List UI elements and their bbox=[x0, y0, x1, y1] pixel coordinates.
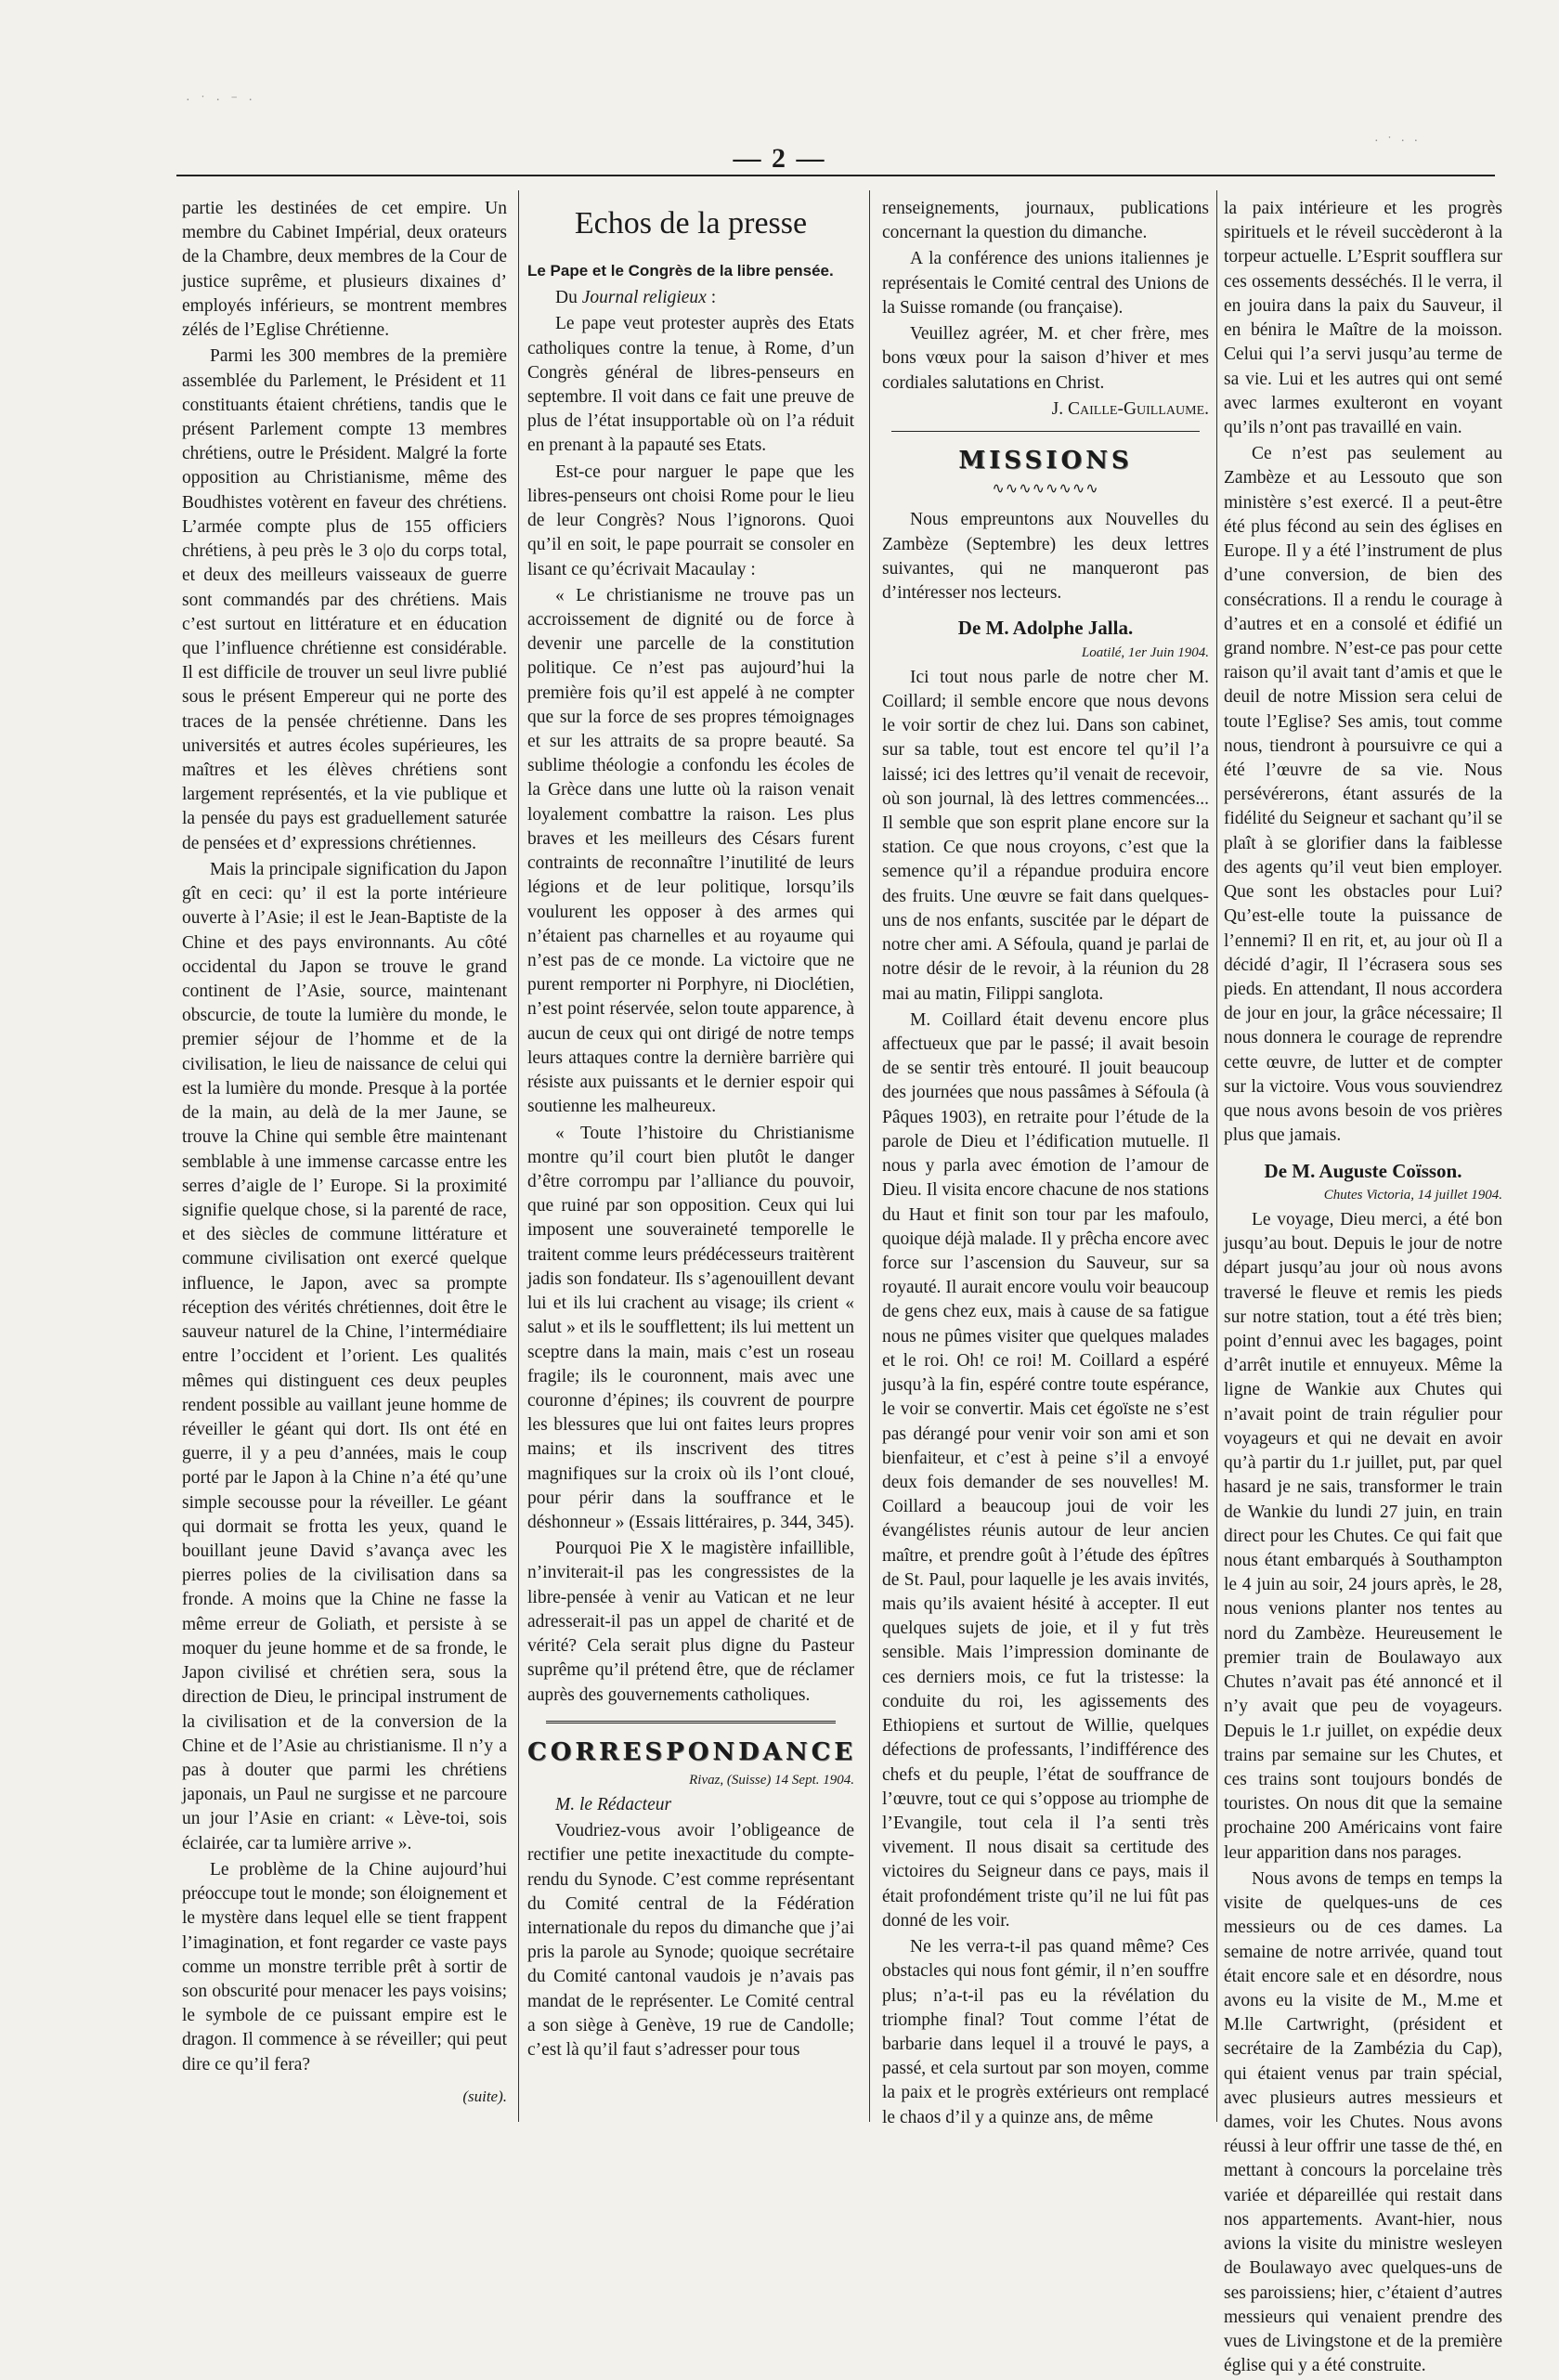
letter-paragraph: Nous avons de temps en temps la visite de quelques-uns de ces messieurs ou de ces dames. La semaine de notre arrivée, quand tout était encore sale et en désordre, nous avons eu la visite de M., M.me et M.lle Cartwright, (président et secrétaire de la Zambézia du Cap), qui étaient venus par train spécial, avec plusieurs autres messieurs et dames, voir les Chutes. Nous avons réussi à leur offrir une tasse de thé, en mettant à concours la porcelaine très variée et dépareillée qui restait dans nos appartements. Avant-hier, nous avions la visite du ministre wesleyen de Boulawayo avec quelques-uns de ses paroissiens; hier, c’étaient d’autres messieurs qui venaient prendre des vues de Livingstone et de la première église qui y a été construite. bbox=[1224, 1868, 1502, 2376]
print-marks: · ˙ · ⁻ · bbox=[186, 94, 257, 108]
letter-paragraph: Ce n’est pas seulement au Zambèze et au Lessouto que son ministère s’est exercé. Il a peut-être été plus fécond au sein des églises en Europe. Il y a été l’instrument de plus d’une conversion, de bien des consécrations. Il a rendu le courage à d’autres et en a consolé et édifié un grand nombre. N’est-ce pas pour cette raison qu’il avait tant d’amis et que le deuil de notre Mission sera celui de toute l’Eglise? Ses amis, tout comme nous, tiendront à poursuivre ce qui a été l’œuvre de sa vie. Nous persévérerons, étant assurés de la fidélité du Seigneur et sachant qu’il se plaît à se glorifier dans la faiblesse des agents qu’il veut bien employer. Que sont les obstacles pour Lui? Qu’est-elle toute la puissance de l’ennemi? Il en rit, et, au jour où Il a décidé d’agir, Il l’écrasera sous ses pieds. En attendant, Il nous accordera de jour en jour, la grâce nécessaire; Il nous donnera le courage de reprendre cette œuvre, de lutter et de compter sur la victoire. Vous vous souviendrez que nous avons besoin de vos prières plus que jamais. bbox=[1224, 444, 1502, 1146]
section-rule bbox=[891, 431, 1200, 432]
letter-paragraph: Veuillez agréer, M. et cher frère, mes bons vœux pour la saison d’hiver et mes cordiales salutations en Christ. bbox=[882, 324, 1209, 393]
letter-heading: De M. Auguste Coïsson. bbox=[1264, 1159, 1462, 1182]
section-rule bbox=[546, 1721, 836, 1723]
article-source bbox=[527, 286, 854, 310]
quote-paragraph: « Toute l’histoire du Christianisme montre qu’il court bien plutôt le danger d’être corrompu par l’alliance du pouvoir, que ruiné par son opposition. Ceux qui lui imposent une souveraineté temporelle le traitent comme leurs prédécesseurs traitèrent jadis son fondateur. Ils s’agenouillent devant lui et ils lui crachent au visage; ils crient « salut » et ils le soufflettent; ils lui mettent un sceptre dans la main, mais c’est un roseau fragile; ils le couronnent, mais avec une couronne d’épines; ils couvrent de pourpre les blessures que lui ont faites leurs propres mains; et ils inscrivent des titres magnifiques sur la croix où ils l’ont cloué, pour périr dans la souffrance et le déshonneur » (Essais littéraires, p. 344, 345). bbox=[527, 1123, 855, 1533]
source-end: : bbox=[706, 288, 717, 308]
article-paragraph: Le problème de la Chine aujourd’hui préoccupe tout le monde; son éloignement et le mystère dans lequel elle se tient frappent l’imagination, et font regarder ce vaste pays comme un monstre terrible prêt à sortir de son obscurité pour menacer les pays voisins; le symbole de ce puissant empire est le dragon. Il commence à se réveiller; qui peut dire ce qu’il fera? bbox=[182, 1859, 507, 2074]
column-divider bbox=[518, 190, 519, 2122]
letter-heading: De M. Adolphe Jalla. bbox=[957, 617, 1134, 640]
letter-paragraph: renseignements, journaux, publications concernant la question du dimanche. bbox=[882, 199, 1209, 243]
header-rule bbox=[176, 175, 1495, 176]
missions-title: MISSIONS bbox=[958, 446, 1133, 475]
article-paragraph: Est-ce pour narguer le pape que les libres-penseurs ont choisi Rome pour le lieu de leur Congrès? Nous l’ignorons. Quoi qu’il en soit, le pape pourrait se consoler en lisant ce qu’écrivait Macaulay : bbox=[527, 462, 854, 579]
article-paragraph: Le pape veut protester auprès des Etats catholiques contre la tenue, à Rome, d’un Congrès général de libres-penseurs en septembre. Il voit dans ce fait une preuve de plus de l’état insupportable où on l’a réduit en prenant à la papauté ses Etats. bbox=[527, 314, 854, 456]
letter-paragraph: Ici tout nous parle de notre cher M. Coillard; il semble encore que nous devons le voir sortir de chez lui. Dans son cabinet, sur sa table, tout est encore tel qu’il l’a laissé; ici des lettres qu’il venait de recevoir, où son journal, là des lettres commencées... Il semble que son esprit plane encore sur la station. Ce que nous croyons, c’est que la semence qu’il a répandue produira encore des fruits. Une œuvre se fait dans quelques-uns de nos enfants, suscitée par le départ de notre cher ami. A Séfoula, quand je parlai de notre désir de le revoir, à la réunion du 28 mai au matin, Filippi sanglota. bbox=[882, 667, 1209, 1004]
source-lead: Du bbox=[555, 288, 582, 308]
quote-paragraph: « Le christianisme ne trouve pas un accroissement de dignité ou de force à devenir une parcelle de la constitution politique. Ce n’est pas aujourd’hui la première fois qu’il est appelé à ne compter que sur la force de ses propres témoignages et sur les attraits de sa propre beauté. Sa sublime théologie a confondu les écoles de la Grèce dans une lutte où la raison venait loyalement combattre la raison. Les plus braves et les meilleurs des Césars furent contraints de reconnaître l’inutilité de leurs légions et de leur politique, lorsqu’ils voulurent les opposer à des armes qui n’étaient pas charnelles et au royaume qui n’est pas de ce monde. La victoire que ne purent remporter ni Porphyre, ni Dioclétien, n’est point réservée, selon toute apparence, à aucun de ceux qui ont dirigé de notre temps leurs attaques contre la dernière barrière qui résiste aux puissants et le dernier espoir qui soutienne les malheureux. bbox=[527, 585, 854, 1117]
letter-dateline: Rivaz, (Suisse) 14 Sept. 1904. bbox=[689, 1772, 854, 1788]
column-1 bbox=[182, 197, 507, 2108]
letter-paragraph: Ne les verra-t-il pas quand même? Ces obstacles qui nous font gémir, il n’en souffre plus; n’a-t-il pas eu la révélation du triomphe final? Tout comme l’état de barbarie dans lequel il a trouvé le pays, a passé, et cela surtout par son moyen, comme la paix et le progrès extérieurs ont remplacé le chaos d’il y a quinze ans, de même bbox=[882, 1937, 1209, 2127]
letter-paragraph: M. Coillard était devenu encore plus affectueux que par le passé; il avait besoin de se sentir très entouré. Il jouit beaucoup des journées que nous passâmes à Séfoula (à Pâques 1903), en retraite pour l’étude de la parole de Dieu et l’édification mutuelle. Il nous y parla avec émotion de l’amour de Dieu. Il visita encore chacune de nos stations du Haut et finit son tour par les mafoulo, quoique déjà malade. Il y prêcha encore avec force sur l’ascension du Sauveur, sur sa royauté. Il aurait encore voulu voir beaucoup de gens chez eux, mais à cause de sa fatigue nous ne pûmes visiter que quelques malades et le roi. Oh! ce roi! M. Coillard a espéré jusqu’à la fin, espéré contre toute espérance, le voir se convertir. Mais cet égoïste ne s’est pas dérangé pour venir voir son ami et son bienfaiteur, et c’est à peine s’il a envoyé deux fois demander de ses nouvelles! M. Coillard a beaucoup joui de voir les évangélistes réunis autour de leur ancien maître, et prendre goût à l’étude des épîtres de St. Paul, pour laquelle je les avais invités, mais qu’ils avaient hésité à accepter. Il eut quelques sujets de joie, et il y fut très sensible. Mais l’impression dominante de ces derniers mois, ce fut la tristesse: la conduite du roi, les agissements des Ethiopiens et surtout de Willie, quelques défections de professants, l’indifférence des chefs et du peuple, l’état de souffrance de l’œuvre, tout ce qui s’oppose au triomphe de l’Evangile, tout cela il l’a senti très vivement. Il nous disait sa certitude des victoires du Seigneur dans ce pays, mais il était profondément triste qu’il ne lui fût pas donné de les voir. bbox=[882, 1009, 1209, 1931]
letter-dateline: Chutes Victoria, 14 juillet 1904. bbox=[1323, 1187, 1502, 1203]
page-number: — 2 — bbox=[733, 143, 826, 174]
letter-paragraph: Le voyage, Dieu merci, a été bon jusqu’au bout. Depuis le jour de notre départ jusqu’au jour où nous avons traversé le fleuve et remis les pieds sur notre station, tout a été très bien; point d’ennui avec les bagages, point d’arrêt inutile et ennuyeux. Même la ligne de Wankie aux Chutes qui n’avait point de train régulier pour voyageurs et qui ne devait en avoir qu’à partir du 1.r juillet, put, par quel hasard je ne sais, transformer le train de Wankie du lundi 27 juin, en train direct pour les Chutes. Ce qui fait que nous étant embarqués à Southampton le 4 juin au soir, 24 jours après, le 28, nous venions planter nos tentes au nord du Zambèze. Heureusement le premier train de Boulawayo aux Chutes n’avait pas été annoncé et il n’y avait que peu de voyageurs. Depuis le 1.r juillet, on expédie deux trains par semaine sur les Chutes, et ces trains sont toujours bondés de touristes. On nous dit que la semaine prochaine 200 Américains vont faire leur apparition dans nos parages. bbox=[1224, 1209, 1502, 1863]
column-divider bbox=[869, 190, 870, 2122]
source-journal: Journal religieux bbox=[581, 288, 707, 308]
letter-paragraph: Voudriez-vous avoir l’obligeance de rectifier une petite inexactitude du compte-rendu du Synode. C’est comme représentant du Comité central de la Fédération internationale du repos du dimanche que j’ai pris la parole au Synode; quoique secrétaire du Comité cantonal vaudois je n’avais pas mandat de le représenter. Le Comité central a son siège à Genève, 19 rue de Candolle; c’est là qu’il faut s’adresser pour tous bbox=[527, 1821, 854, 2061]
article-paragraph: Parmi les 300 membres de la première assemblée du Parlement, le Président et 11 constituants étaient chrétiens, tandis que le présent Parlement compte 13 membres chrétiens, outre le Président. Malgré la forte opposition au Christianisme, même des Boudhistes votèrent en faveur des chrétiens. L’armée compte plus de 155 officiers chrétiens, à peu près le 3 o|o du corps total, et deux des meilleurs vaisseaux de guerre sont commandés par des chrétiens. Mais c’est surtout en littérature et en éducation que l’influence chrétienne est considérable. Il est difficile de trouver un seul livre publié sous le présent Empereur qui ne porte des traces de la pensée chrétienne. Dans les universités et autres écoles supérieures, les maîtres et les élèves chrétiens sont largement représentés, et la vie publique et la pensée du pays est graduellement saturée de pensées et d’ expressions chrétiennes. bbox=[182, 346, 507, 853]
article-paragraph: Mais la principale signification du Japon gît en ceci: qu’ il est la porte intérieure ouverte à l’Asie; il est le Jean-Baptiste de la Chine et des pays environnants. Au côté occidental du Japon se trouve le grand continent de l’Asie, source, maintenant obscurcie, de toute la lumière du monde, le premier séjour de l’homme et de la civilisation, le lieu de naissance de celui qui est la lumière du monde. Presque à la portée de la main, au delà de la mer Jaune, se trouve la Chine qui semble être maintenant semblable à une immense carcasse entre les serres d’aigle de l’ Europe. Si la proximité signifie quelque chose, si la parenté de race, et des siècles de commune littérature et commune civilisation ont exercé quelque influence, le Japon, avec sa prompte réception des vérités chrétiennes, doit être le sauveur naturel de la Chine, l’intermédiaire entre l’occident et l’orient. Les qualités mêmes qui distinguent ces deux peuples rendent possible au vaillant jeune homme de réveiller le géant qui dort. Ils ont été en guerre, il y a peu d’années, mais le coup porté par le Japon à la Chine n’a été qu’une simple secousse pour la réveiller. Le géant qui dormait se frotta les yeux, quand le bouillant jeune David s’avança avec les pierres polies de la civilisation dans sa fronde. A moins que la Chine ne fasse la même erreur de Goliath, et persiste à se moquer du jeune homme et de sa fronde, le Japon civilisé et chrétien sera, sous la direction de Dieu, le principal instrument de la civilisation et de la conversion de la Chine et de l’Asie au christianisme. Il n’y a pas à douter que parmi les chrétiens japonais, un Paul ne surgisse et ne parcoure un jour l’Asie en criant: « Lève-toi, sois éclairée, car ta lumière arrive ». bbox=[182, 859, 507, 1853]
letter-signature: J. Caille-Guillaume. bbox=[1051, 398, 1209, 419]
correspondance-title: CORRESPONDANCE bbox=[527, 1737, 857, 1766]
section-title: Echos de la presse bbox=[574, 206, 808, 241]
letter-salutation: M. le Rédacteur bbox=[555, 1794, 672, 1814]
article-paragraph: Nous empreuntons aux Nouvelles du Zambèze (Septembre) les deux lettres suivantes, qui ne manqueront pas d’intéresser nos lecteurs. bbox=[882, 510, 1209, 604]
article-paragraph: partie les destinées de cet empire. Un membre du Cabinet Impérial, deux orateurs de la Chambre, deux membres de la Cour de justice suprême, et plusieurs dixaines d’ employés inférieurs, se montrent membres zélés de l’Eglise Chrétienne. bbox=[182, 199, 507, 341]
column-2 bbox=[527, 197, 857, 2064]
column-3 bbox=[882, 197, 1209, 2132]
ornament: ∿∿∿∿∿∿∿∿ bbox=[992, 480, 1099, 497]
letter-paragraph: A la conférence des unions italiennes je représentais le Comité central des Unions de la Suisse romande (ou française). bbox=[882, 249, 1209, 318]
article-paragraph: Pourquoi Pie X le magistère infaillible, n’inviterait-il pas les congressistes de la libre-pensée à venir au Vatican et ne leur adresserait-il pas un appel de charité et de vérité? Cela serait plus digne du Pasteur suprême qu’il prétend être, que de réclamer auprès des gouvernements catholiques. bbox=[527, 1539, 854, 1705]
letter-dateline: Loatilé, 1er Juin 1904. bbox=[1081, 644, 1209, 660]
column-4 bbox=[1224, 197, 1502, 2380]
article-title: Le Pape et le Congrès de la libre pensée. bbox=[527, 261, 834, 280]
letter-paragraph: la paix intérieure et les progrès spirituels et le réveil succèderont à la torpeur actuelle. L’Esprit soufflera sur ces ossements desséchés. Il le verra, il en jouira dans la paix du Sauveur, il en bénira le Maître de la moisson. Celui qui l’a servi jusqu’au terme de sa vie. Lui et les autres qui ont semé avec larmes exulteront en voyant qu’ils n’ont pas travaillé en vain. bbox=[1224, 199, 1502, 437]
print-marks-right: · ˙ · · bbox=[1374, 135, 1422, 149]
column-divider bbox=[1216, 190, 1217, 2122]
suite-note: (suite). bbox=[462, 2087, 507, 2105]
